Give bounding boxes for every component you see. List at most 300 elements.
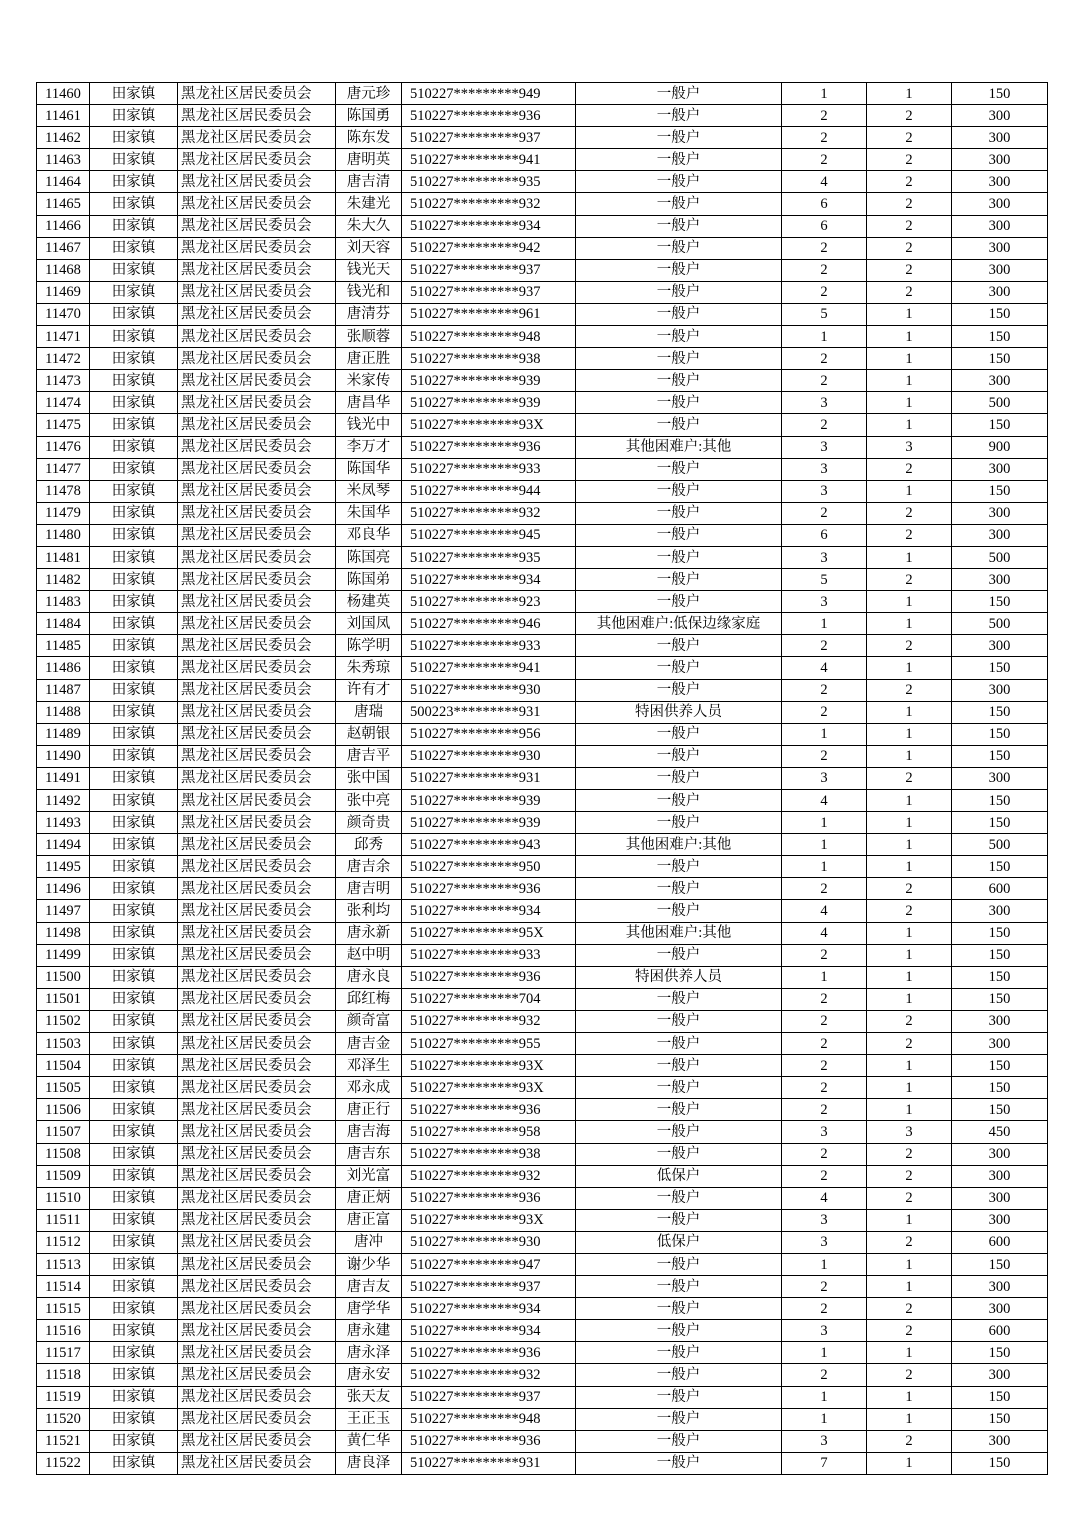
household-type-cell: 一般户 [576, 1430, 782, 1452]
id-number-cell: 510227*********932 [402, 193, 576, 215]
amount-cell: 150 [952, 1055, 1048, 1077]
town-cell: 田家镇 [90, 326, 178, 348]
household-type-cell: 一般户 [576, 1298, 782, 1320]
amount-cell: 300 [952, 1143, 1048, 1165]
town-cell: 田家镇 [90, 723, 178, 745]
committee-cell: 黑龙社区居民委员会 [178, 745, 336, 767]
id-number-cell: 510227*********941 [402, 149, 576, 171]
committee-cell: 黑龙社区居民委员会 [178, 878, 336, 900]
town-cell: 田家镇 [90, 812, 178, 834]
subsidized-count-cell: 1 [867, 1276, 952, 1298]
committee-cell: 黑龙社区居民委员会 [178, 1143, 336, 1165]
id-number-cell: 510227*********931 [402, 767, 576, 789]
name-cell: 唐永良 [336, 966, 402, 988]
committee-cell: 黑龙社区居民委员会 [178, 149, 336, 171]
name-cell: 唐良泽 [336, 1452, 402, 1474]
subsidized-count-cell: 1 [867, 370, 952, 392]
subsidized-count-cell: 1 [867, 480, 952, 502]
household-size-cell: 2 [782, 149, 867, 171]
household-type-cell: 一般户 [576, 723, 782, 745]
id-number-cell: 510227*********956 [402, 723, 576, 745]
household-size-cell: 2 [782, 988, 867, 1010]
name-cell: 钱光中 [336, 414, 402, 436]
committee-cell: 黑龙社区居民委员会 [178, 1209, 336, 1231]
town-cell: 田家镇 [90, 1320, 178, 1342]
id-number-cell: 510227*********932 [402, 1364, 576, 1386]
name-cell: 颜奇贵 [336, 812, 402, 834]
town-cell: 田家镇 [90, 1209, 178, 1231]
serial-number-cell: 11510 [37, 1187, 90, 1209]
table-row [37, 502, 1048, 524]
name-cell: 张天友 [336, 1386, 402, 1408]
town-cell: 田家镇 [90, 1452, 178, 1474]
household-size-cell: 4 [782, 657, 867, 679]
town-cell: 田家镇 [90, 1430, 178, 1452]
household-type-cell: 一般户 [576, 1408, 782, 1430]
name-cell: 邓永成 [336, 1077, 402, 1099]
subsidized-count-cell: 2 [867, 458, 952, 480]
name-cell: 陈国华 [336, 458, 402, 480]
serial-number-cell: 11470 [37, 303, 90, 325]
household-size-cell: 2 [782, 237, 867, 259]
table-row [37, 988, 1048, 1010]
town-cell: 田家镇 [90, 348, 178, 370]
household-type-cell: 一般户 [576, 127, 782, 149]
amount-cell: 150 [952, 591, 1048, 613]
committee-cell: 黑龙社区居民委员会 [178, 171, 336, 193]
household-size-cell: 6 [782, 524, 867, 546]
town-cell: 田家镇 [90, 1143, 178, 1165]
subsidized-count-cell: 1 [867, 326, 952, 348]
id-number-cell: 510227*********942 [402, 237, 576, 259]
serial-number-cell: 11508 [37, 1143, 90, 1165]
serial-number-cell: 11487 [37, 679, 90, 701]
town-cell: 田家镇 [90, 1231, 178, 1253]
household-size-cell: 1 [782, 1253, 867, 1275]
town-cell: 田家镇 [90, 127, 178, 149]
town-cell: 田家镇 [90, 1342, 178, 1364]
amount-cell: 150 [952, 480, 1048, 502]
table-row [37, 1386, 1048, 1408]
amount-cell: 300 [952, 193, 1048, 215]
subsidized-count-cell: 2 [867, 127, 952, 149]
household-size-cell: 7 [782, 1452, 867, 1474]
subsidized-count-cell: 2 [867, 149, 952, 171]
serial-number-cell: 11501 [37, 988, 90, 1010]
household-size-cell: 2 [782, 1055, 867, 1077]
name-cell: 唐瑞 [336, 701, 402, 723]
committee-cell: 黑龙社区居民委员会 [178, 1452, 336, 1474]
table-row [37, 1187, 1048, 1209]
household-type-cell: 一般户 [576, 1386, 782, 1408]
id-number-cell: 510227*********933 [402, 458, 576, 480]
town-cell: 田家镇 [90, 1298, 178, 1320]
subsidized-count-cell: 1 [867, 546, 952, 568]
household-type-cell: 低保户 [576, 1231, 782, 1253]
name-cell: 唐冲 [336, 1231, 402, 1253]
serial-number-cell: 11518 [37, 1364, 90, 1386]
table-row [37, 303, 1048, 325]
serial-number-cell: 11499 [37, 944, 90, 966]
amount-cell: 150 [952, 657, 1048, 679]
id-number-cell: 510227*********939 [402, 790, 576, 812]
household-subsidy-table [36, 82, 1048, 1475]
amount-cell: 300 [952, 370, 1048, 392]
serial-number-cell: 11494 [37, 834, 90, 856]
committee-cell: 黑龙社区居民委员会 [178, 1099, 336, 1121]
committee-cell: 黑龙社区居民委员会 [178, 237, 336, 259]
committee-cell: 黑龙社区居民委员会 [178, 83, 336, 105]
household-size-cell: 2 [782, 127, 867, 149]
amount-cell: 300 [952, 281, 1048, 303]
name-cell: 陈国勇 [336, 105, 402, 127]
name-cell: 张顺蓉 [336, 326, 402, 348]
table-row [37, 1452, 1048, 1474]
table-row [37, 1077, 1048, 1099]
name-cell: 陈学明 [336, 635, 402, 657]
name-cell: 邓良华 [336, 524, 402, 546]
amount-cell: 300 [952, 105, 1048, 127]
serial-number-cell: 11515 [37, 1298, 90, 1320]
household-type-cell: 一般户 [576, 900, 782, 922]
town-cell: 田家镇 [90, 701, 178, 723]
id-number-cell: 510227*********93X [402, 1077, 576, 1099]
household-type-cell: 一般户 [576, 1099, 782, 1121]
serial-number-cell: 11476 [37, 436, 90, 458]
subsidized-count-cell: 1 [867, 966, 952, 988]
subsidized-count-cell: 2 [867, 900, 952, 922]
name-cell: 刘国凤 [336, 613, 402, 635]
table-row [37, 878, 1048, 900]
table-row [37, 701, 1048, 723]
name-cell: 唐昌华 [336, 392, 402, 414]
id-number-cell: 510227*********946 [402, 613, 576, 635]
household-size-cell: 4 [782, 922, 867, 944]
amount-cell: 600 [952, 1320, 1048, 1342]
serial-number-cell: 11471 [37, 326, 90, 348]
table-row [37, 1143, 1048, 1165]
town-cell: 田家镇 [90, 414, 178, 436]
table-row [37, 237, 1048, 259]
committee-cell: 黑龙社区居民委员会 [178, 657, 336, 679]
town-cell: 田家镇 [90, 1253, 178, 1275]
household-type-cell: 一般户 [576, 1364, 782, 1386]
amount-cell: 300 [952, 524, 1048, 546]
committee-cell: 黑龙社区居民委员会 [178, 900, 336, 922]
amount-cell: 150 [952, 1099, 1048, 1121]
serial-number-cell: 11504 [37, 1055, 90, 1077]
name-cell: 张中国 [336, 767, 402, 789]
id-number-cell: 510227*********937 [402, 1386, 576, 1408]
town-cell: 田家镇 [90, 193, 178, 215]
table-row [37, 1276, 1048, 1298]
amount-cell: 150 [952, 966, 1048, 988]
town-cell: 田家镇 [90, 922, 178, 944]
town-cell: 田家镇 [90, 988, 178, 1010]
household-type-cell: 低保户 [576, 1165, 782, 1187]
subsidized-count-cell: 2 [867, 1187, 952, 1209]
amount-cell: 150 [952, 988, 1048, 1010]
id-number-cell: 510227*********937 [402, 127, 576, 149]
household-type-cell: 一般户 [576, 83, 782, 105]
table-row [37, 1231, 1048, 1253]
subsidized-count-cell: 2 [867, 635, 952, 657]
household-size-cell: 3 [782, 591, 867, 613]
committee-cell: 黑龙社区居民委员会 [178, 480, 336, 502]
id-number-cell: 510227*********937 [402, 259, 576, 281]
town-cell: 田家镇 [90, 215, 178, 237]
name-cell: 唐吉东 [336, 1143, 402, 1165]
committee-cell: 黑龙社区居民委员会 [178, 1298, 336, 1320]
household-size-cell: 5 [782, 303, 867, 325]
table-row [37, 834, 1048, 856]
town-cell: 田家镇 [90, 966, 178, 988]
amount-cell: 300 [952, 215, 1048, 237]
serial-number-cell: 11488 [37, 701, 90, 723]
serial-number-cell: 11506 [37, 1099, 90, 1121]
household-type-cell: 一般户 [576, 657, 782, 679]
household-type-cell: 一般户 [576, 326, 782, 348]
household-type-cell: 一般户 [576, 370, 782, 392]
id-number-cell: 500223*********931 [402, 701, 576, 723]
household-type-cell: 一般户 [576, 878, 782, 900]
serial-number-cell: 11469 [37, 281, 90, 303]
id-number-cell: 510227*********938 [402, 348, 576, 370]
committee-cell: 黑龙社区居民委员会 [178, 502, 336, 524]
id-number-cell: 510227*********955 [402, 1033, 576, 1055]
subsidized-count-cell: 2 [867, 259, 952, 281]
amount-cell: 300 [952, 900, 1048, 922]
table-row [37, 436, 1048, 458]
name-cell: 张利均 [336, 900, 402, 922]
id-number-cell: 510227*********930 [402, 745, 576, 767]
table-row [37, 281, 1048, 303]
household-size-cell: 2 [782, 259, 867, 281]
household-type-cell: 其他困难户:其他 [576, 436, 782, 458]
name-cell: 朱建光 [336, 193, 402, 215]
id-number-cell: 510227*********934 [402, 900, 576, 922]
id-number-cell: 510227*********950 [402, 856, 576, 878]
household-size-cell: 6 [782, 193, 867, 215]
subsidized-count-cell: 1 [867, 1253, 952, 1275]
household-type-cell: 一般户 [576, 1077, 782, 1099]
household-type-cell: 一般户 [576, 812, 782, 834]
committee-cell: 黑龙社区居民委员会 [178, 414, 336, 436]
town-cell: 田家镇 [90, 1165, 178, 1187]
committee-cell: 黑龙社区居民委员会 [178, 1055, 336, 1077]
household-type-cell: 一般户 [576, 237, 782, 259]
table-row [37, 1342, 1048, 1364]
committee-cell: 黑龙社区居民委员会 [178, 1386, 336, 1408]
id-number-cell: 510227*********936 [402, 966, 576, 988]
subsidized-count-cell: 1 [867, 303, 952, 325]
household-size-cell: 2 [782, 105, 867, 127]
serial-number-cell: 11509 [37, 1165, 90, 1187]
id-number-cell: 510227*********932 [402, 1010, 576, 1032]
town-cell: 田家镇 [90, 149, 178, 171]
table-row [37, 1099, 1048, 1121]
town-cell: 田家镇 [90, 480, 178, 502]
committee-cell: 黑龙社区居民委员会 [178, 436, 336, 458]
subsidized-count-cell: 3 [867, 1121, 952, 1143]
household-type-cell: 一般户 [576, 303, 782, 325]
table-row [37, 856, 1048, 878]
town-cell: 田家镇 [90, 745, 178, 767]
name-cell: 米凤琴 [336, 480, 402, 502]
serial-number-cell: 11475 [37, 414, 90, 436]
name-cell: 唐吉金 [336, 1033, 402, 1055]
town-cell: 田家镇 [90, 591, 178, 613]
serial-number-cell: 11512 [37, 1231, 90, 1253]
id-number-cell: 510227*********937 [402, 281, 576, 303]
town-cell: 田家镇 [90, 657, 178, 679]
subsidized-count-cell: 1 [867, 613, 952, 635]
household-size-cell: 4 [782, 900, 867, 922]
id-number-cell: 510227*********944 [402, 480, 576, 502]
table-row [37, 1364, 1048, 1386]
table-row [37, 1408, 1048, 1430]
household-type-cell: 一般户 [576, 524, 782, 546]
serial-number-cell: 11480 [37, 524, 90, 546]
household-size-cell: 3 [782, 458, 867, 480]
committee-cell: 黑龙社区居民委员会 [178, 1033, 336, 1055]
subsidized-count-cell: 3 [867, 436, 952, 458]
household-size-cell: 3 [782, 546, 867, 568]
household-size-cell: 2 [782, 1010, 867, 1032]
serial-number-cell: 11493 [37, 812, 90, 834]
name-cell: 唐吉友 [336, 1276, 402, 1298]
amount-cell: 150 [952, 414, 1048, 436]
subsidized-count-cell: 1 [867, 856, 952, 878]
household-type-cell: 一般户 [576, 1253, 782, 1275]
serial-number-cell: 11477 [37, 458, 90, 480]
town-cell: 田家镇 [90, 1187, 178, 1209]
name-cell: 黄仁华 [336, 1430, 402, 1452]
committee-cell: 黑龙社区居民委员会 [178, 988, 336, 1010]
town-cell: 田家镇 [90, 83, 178, 105]
serial-number-cell: 11522 [37, 1452, 90, 1474]
id-number-cell: 510227*********934 [402, 215, 576, 237]
table-row [37, 171, 1048, 193]
serial-number-cell: 11468 [37, 259, 90, 281]
household-size-cell: 6 [782, 215, 867, 237]
table-row [37, 1033, 1048, 1055]
household-size-cell: 5 [782, 569, 867, 591]
household-size-cell: 3 [782, 1121, 867, 1143]
serial-number-cell: 11520 [37, 1408, 90, 1430]
committee-cell: 黑龙社区居民委员会 [178, 259, 336, 281]
household-type-cell: 一般户 [576, 193, 782, 215]
table-row [37, 1010, 1048, 1032]
committee-cell: 黑龙社区居民委员会 [178, 679, 336, 701]
serial-number-cell: 11519 [37, 1386, 90, 1408]
committee-cell: 黑龙社区居民委员会 [178, 303, 336, 325]
id-number-cell: 510227*********930 [402, 679, 576, 701]
subsidized-count-cell: 2 [867, 171, 952, 193]
name-cell: 唐永新 [336, 922, 402, 944]
committee-cell: 黑龙社区居民委员会 [178, 1342, 336, 1364]
name-cell: 唐元珍 [336, 83, 402, 105]
household-size-cell: 2 [782, 1077, 867, 1099]
name-cell: 唐吉余 [336, 856, 402, 878]
name-cell: 谢少华 [336, 1253, 402, 1275]
table-row [37, 679, 1048, 701]
amount-cell: 150 [952, 723, 1048, 745]
town-cell: 田家镇 [90, 1010, 178, 1032]
committee-cell: 黑龙社区居民委员会 [178, 723, 336, 745]
name-cell: 唐学华 [336, 1298, 402, 1320]
household-type-cell: 一般户 [576, 458, 782, 480]
household-type-cell: 一般户 [576, 480, 782, 502]
table-row [37, 635, 1048, 657]
serial-number-cell: 11514 [37, 1276, 90, 1298]
name-cell: 李万才 [336, 436, 402, 458]
household-type-cell: 一般户 [576, 745, 782, 767]
name-cell: 杨建英 [336, 591, 402, 613]
town-cell: 田家镇 [90, 281, 178, 303]
id-number-cell: 510227*********936 [402, 105, 576, 127]
table-row [37, 127, 1048, 149]
household-type-cell: 一般户 [576, 149, 782, 171]
amount-cell: 150 [952, 1408, 1048, 1430]
serial-number-cell: 11503 [37, 1033, 90, 1055]
household-type-cell: 一般户 [576, 1342, 782, 1364]
household-type-cell: 其他困难户:其他 [576, 834, 782, 856]
name-cell: 陈国弟 [336, 569, 402, 591]
serial-number-cell: 11479 [37, 502, 90, 524]
subsidized-count-cell: 1 [867, 1209, 952, 1231]
serial-number-cell: 11460 [37, 83, 90, 105]
household-size-cell: 1 [782, 1342, 867, 1364]
table-row [37, 348, 1048, 370]
subsidized-count-cell: 2 [867, 1364, 952, 1386]
serial-number-cell: 11495 [37, 856, 90, 878]
subsidized-count-cell: 1 [867, 1099, 952, 1121]
committee-cell: 黑龙社区居民委员会 [178, 1187, 336, 1209]
household-size-cell: 1 [782, 326, 867, 348]
household-type-cell: 一般户 [576, 1209, 782, 1231]
subsidized-count-cell: 2 [867, 767, 952, 789]
id-number-cell: 510227*********961 [402, 303, 576, 325]
subsidized-count-cell: 2 [867, 1320, 952, 1342]
table-row [37, 105, 1048, 127]
serial-number-cell: 11502 [37, 1010, 90, 1032]
household-type-cell: 一般户 [576, 502, 782, 524]
serial-number-cell: 11507 [37, 1121, 90, 1143]
town-cell: 田家镇 [90, 458, 178, 480]
id-number-cell: 510227*********939 [402, 370, 576, 392]
household-size-cell: 1 [782, 1386, 867, 1408]
name-cell: 朱大久 [336, 215, 402, 237]
town-cell: 田家镇 [90, 900, 178, 922]
household-size-cell: 2 [782, 348, 867, 370]
name-cell: 唐永建 [336, 1320, 402, 1342]
committee-cell: 黑龙社区居民委员会 [178, 1430, 336, 1452]
committee-cell: 黑龙社区居民委员会 [178, 1253, 336, 1275]
household-type-cell: 一般户 [576, 259, 782, 281]
amount-cell: 500 [952, 546, 1048, 568]
document-page [36, 82, 1047, 1475]
household-size-cell: 2 [782, 679, 867, 701]
amount-cell: 500 [952, 834, 1048, 856]
serial-number-cell: 11461 [37, 105, 90, 127]
id-number-cell: 510227*********932 [402, 1165, 576, 1187]
id-number-cell: 510227*********934 [402, 1298, 576, 1320]
amount-cell: 900 [952, 436, 1048, 458]
table-row [37, 591, 1048, 613]
town-cell: 田家镇 [90, 436, 178, 458]
amount-cell: 150 [952, 856, 1048, 878]
